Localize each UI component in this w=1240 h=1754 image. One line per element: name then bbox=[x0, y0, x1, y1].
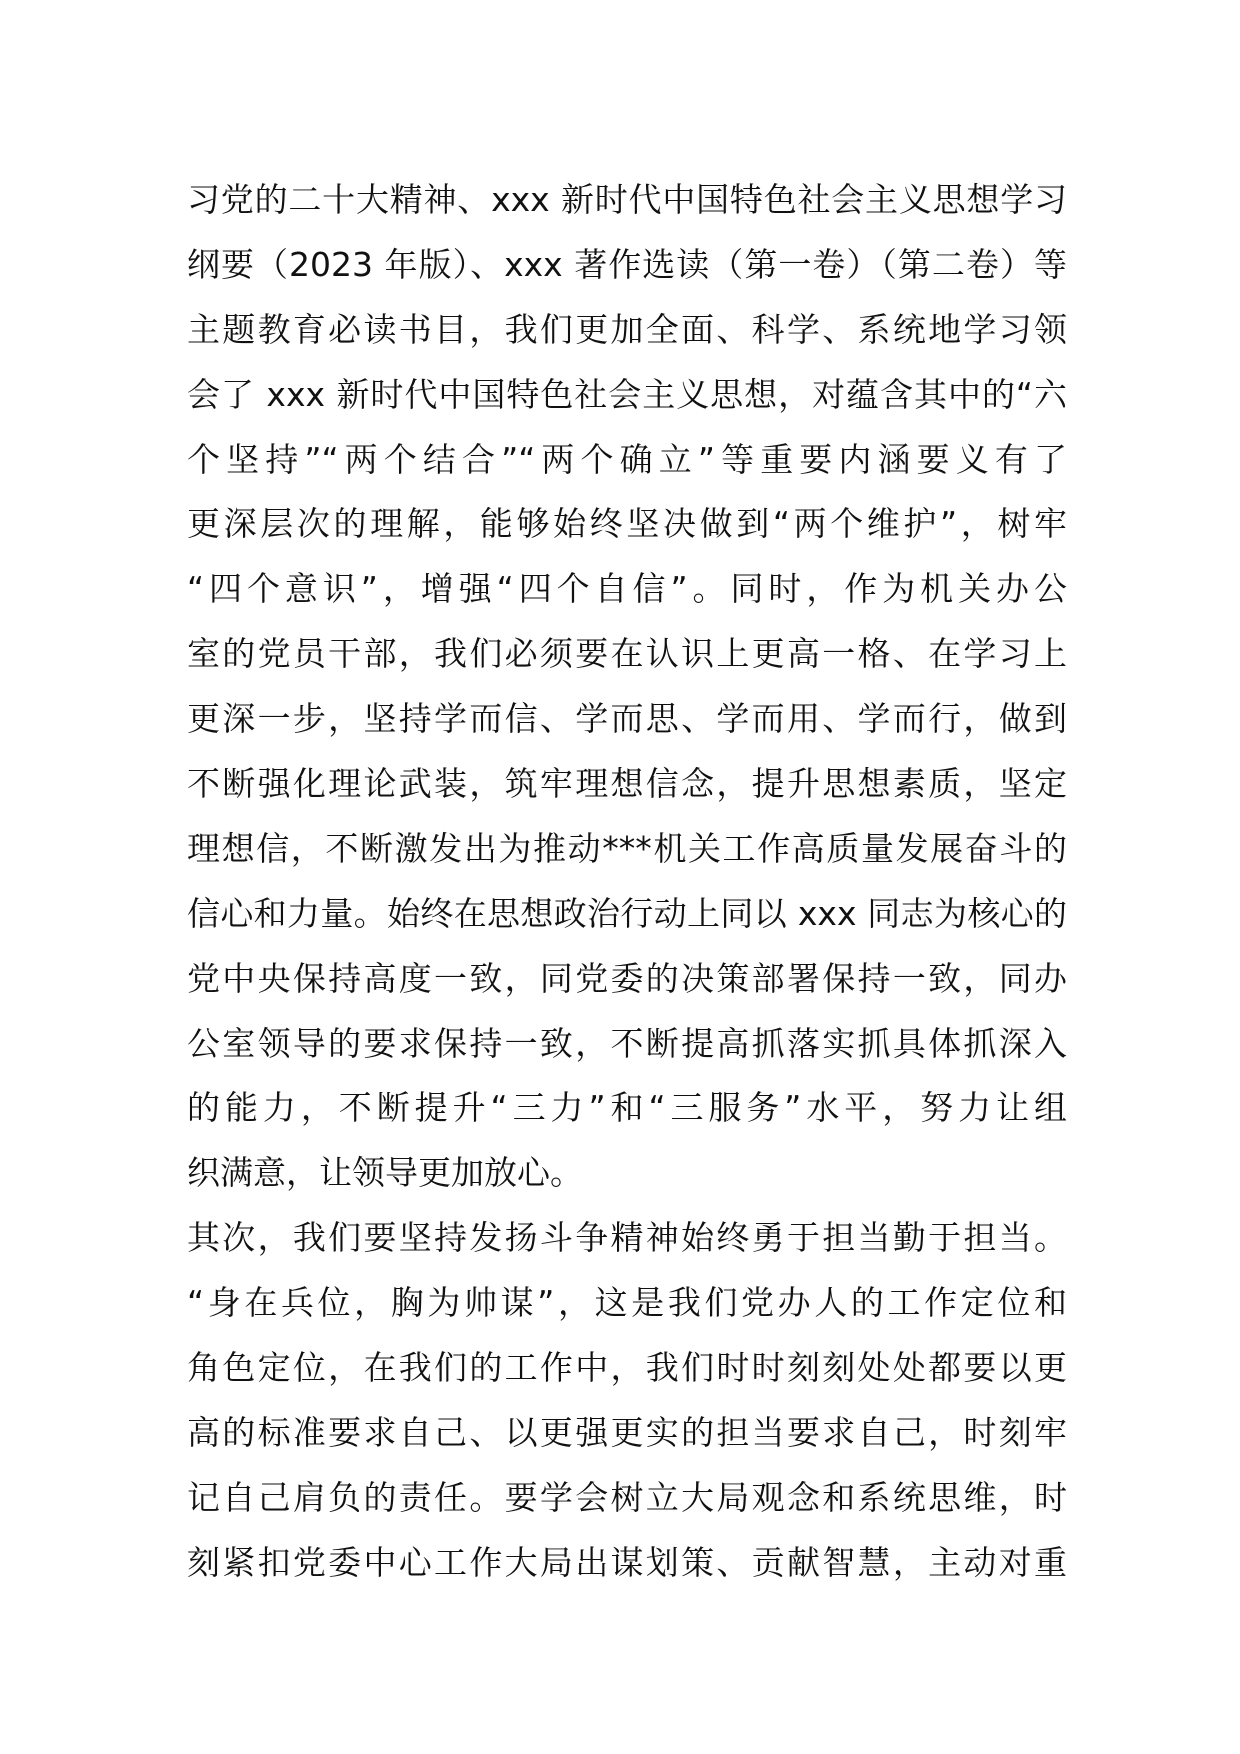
text-line: 更深层次的理解，能够始终坚决做到“两个维护”，树牢 bbox=[187, 504, 1067, 544]
text-line: 的能力，不断提升“三力”和“三服务”水平，努力让组 bbox=[187, 1088, 1067, 1128]
body-text bbox=[187, 168, 1067, 1596]
text-line: 记自己肩负的责任。要学会树立大局观念和系统思维，时 bbox=[187, 1477, 1067, 1517]
text-line: 公室领导的要求保持一致，不断提高抓落实抓具体抓深入 bbox=[187, 1023, 1067, 1063]
text-line: 高的标准要求自己、以更强更实的担当要求自己，时刻牢 bbox=[187, 1412, 1067, 1452]
paragraph-last-line: 织满意，让领导更加放心。 bbox=[187, 1153, 583, 1193]
text-line: 个坚持”“两个结合”“两个确立”等重要内涵要义有了 bbox=[187, 439, 1067, 479]
text-line: “身在兵位，胸为帅谋”，这是我们党办人的工作定位和 bbox=[187, 1283, 1067, 1323]
text-line: 理想信，不断激发出为推动***机关工作高质量发展奋斗的 bbox=[187, 828, 1067, 868]
text-line: 不断强化理论武装，筑牢理想信念，提升思想素质，坚定 bbox=[187, 764, 1067, 804]
text-line: 会了 xxx 新时代中国特色社会主义思想，对蕴含其中的“六 bbox=[187, 374, 1067, 414]
text-line: “四个意识”，增强“四个自信”。同时，作为机关办公 bbox=[187, 569, 1067, 609]
text-line: 其次，我们要坚持发扬斗争精神始终勇于担当勤于担当。 bbox=[187, 1218, 1067, 1258]
text-line: 纲要（2023 年版）、xxx 著作选读（第一卷）（第二卷）等 bbox=[187, 244, 1067, 284]
text-line: 更深一步，坚持学而信、学而思、学而用、学而行，做到 bbox=[187, 699, 1067, 739]
text-line: 习党的二十大精神、xxx 新时代中国特色社会主义思想学习 bbox=[187, 180, 1067, 219]
text-line: 角色定位，在我们的工作中，我们时时刻刻处处都要以更 bbox=[187, 1348, 1067, 1388]
text-line: 信心和力量。始终在思想政治行动上同以 xxx 同志为核心的 bbox=[187, 893, 1067, 933]
text-line: 刻紧扣党委中心工作大局出谋划策、贡献智慧，主动对重 bbox=[187, 1542, 1067, 1582]
text-line: 主题教育必读书目，我们更加全面、科学、系统地学习领 bbox=[187, 309, 1067, 349]
text-line: 室的党员干部，我们必须要在认识上更高一格、在学习上 bbox=[187, 634, 1067, 674]
text-line: 党中央保持高度一致，同党委的决策部署保持一致，同办 bbox=[187, 958, 1067, 998]
